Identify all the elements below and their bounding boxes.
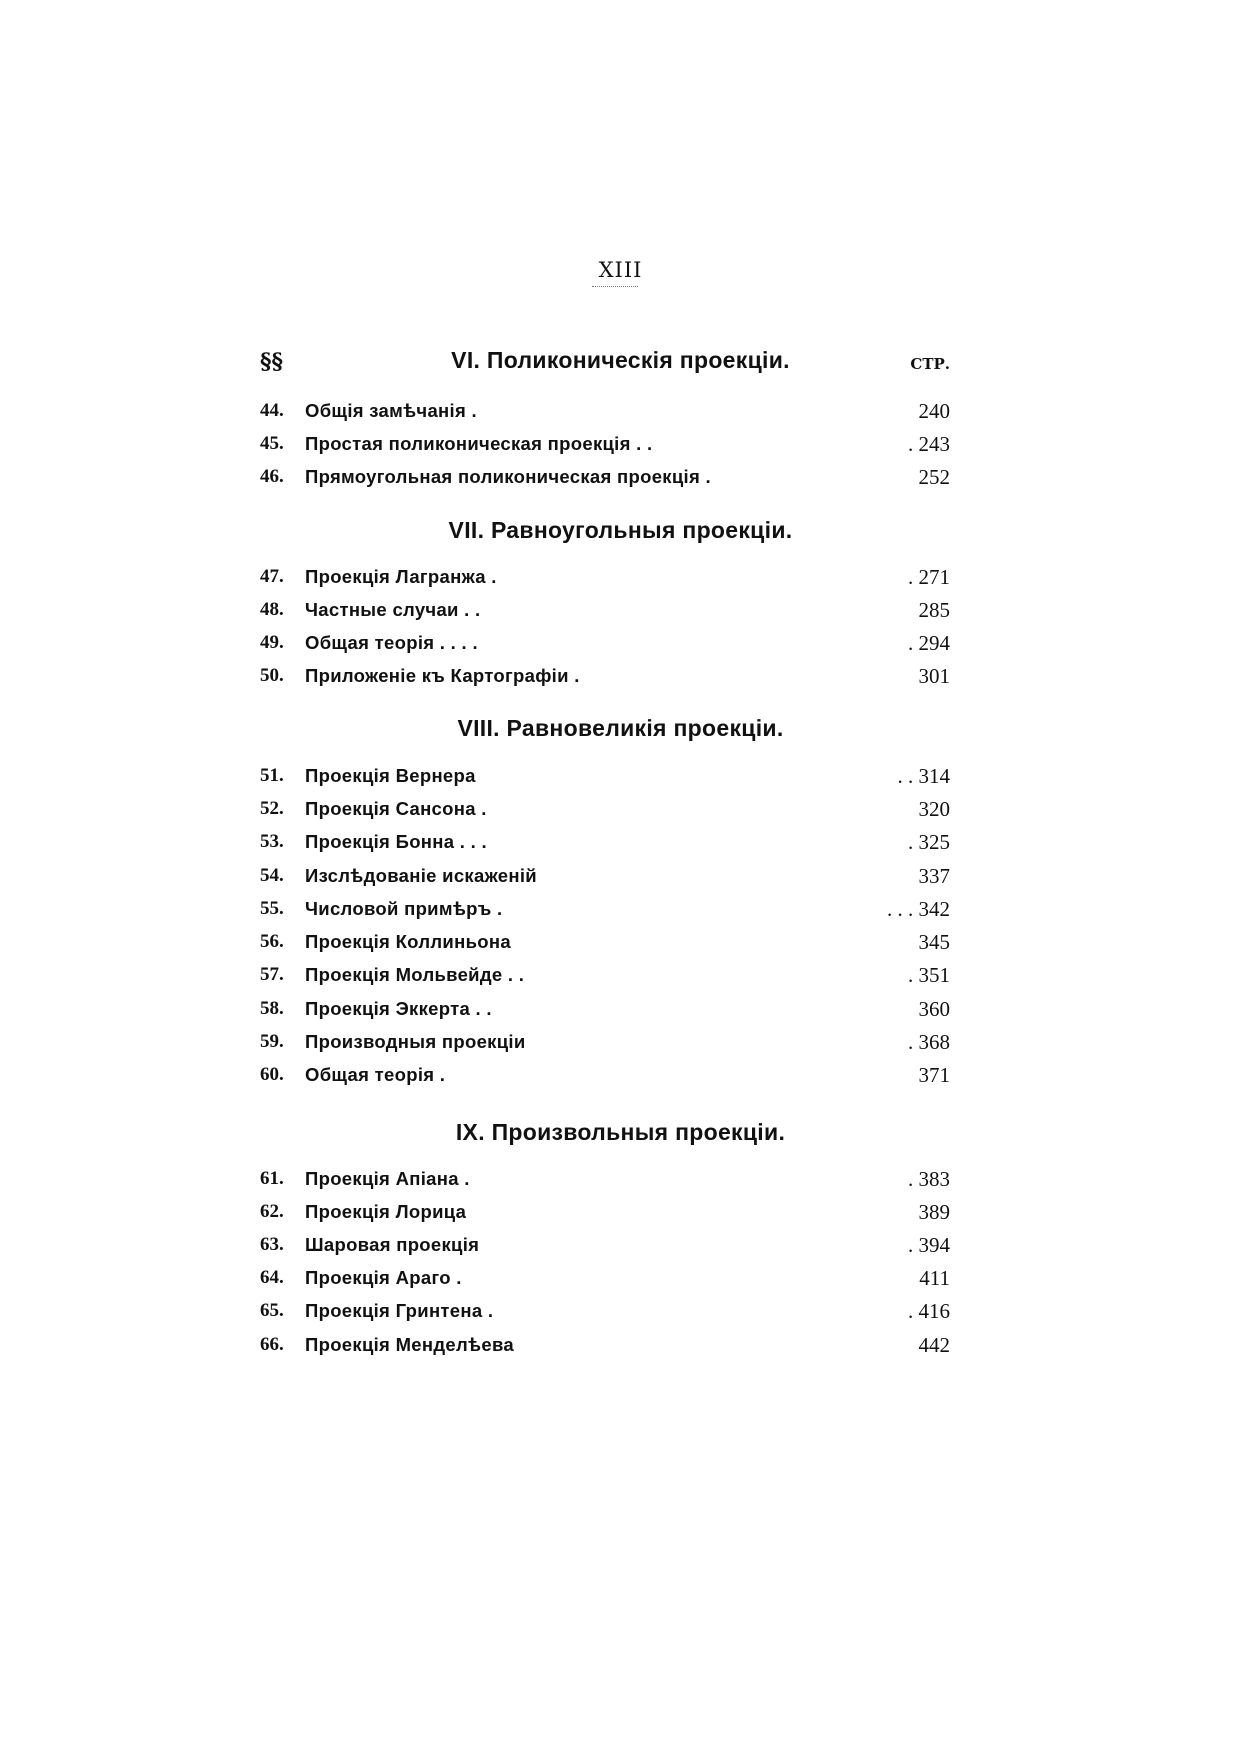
entry-number: 52. — [260, 798, 284, 819]
toc-entry — [260, 661, 950, 691]
toc-entry — [260, 396, 950, 426]
toc-entry — [260, 1197, 950, 1227]
entry-title: Общія замѣчанія . — [305, 400, 477, 421]
entry-number: 56. — [260, 931, 284, 952]
page-column-label: СТР. — [910, 355, 950, 373]
section-title-ix: IX. Произвольныя проекціи. — [455, 1119, 786, 1145]
entry-title: Частные случаи . . — [305, 599, 481, 620]
entry-number: 45. — [260, 433, 284, 454]
entry-page: . . 314 — [897, 764, 950, 788]
toc-entry — [260, 1263, 950, 1293]
toc-entry — [260, 628, 950, 658]
toc-entry — [260, 994, 950, 1024]
entry-page: 411 — [919, 1266, 950, 1290]
entry-number: 62. — [260, 1201, 284, 1222]
entry-title: Проекція Бонна . . . — [305, 831, 487, 852]
entry-number: 44. — [260, 400, 284, 421]
toc-entry — [260, 827, 950, 857]
entry-number: 65. — [260, 1300, 284, 1321]
entry-number: 57. — [260, 964, 284, 985]
toc-entry — [260, 1027, 950, 1057]
entry-number: 49. — [260, 632, 284, 653]
entry-page: . 243 — [908, 432, 950, 456]
entry-title: Прямоугольная поликоническая проекція . — [305, 466, 711, 487]
entry-number: 50. — [260, 665, 284, 686]
entry-number: 59. — [260, 1031, 284, 1052]
entry-title: Числовой примѣръ . — [305, 898, 503, 919]
toc-entry — [260, 960, 950, 990]
entry-title: Производныя проекціи — [305, 1031, 526, 1052]
entry-title: Проекція Эккерта . . — [305, 998, 492, 1019]
entry-page: 285 — [918, 598, 950, 622]
entry-number: 54. — [260, 865, 284, 886]
entry-number: 51. — [260, 765, 284, 786]
entry-page: . 416 — [908, 1299, 950, 1323]
entry-number: 64. — [260, 1267, 284, 1288]
toc-entry — [260, 462, 950, 492]
entry-number: 47. — [260, 566, 284, 587]
entry-title: Общая теорія . — [305, 1064, 446, 1085]
entry-page: 360 — [918, 997, 950, 1021]
entry-title: Проекція Сансона . — [305, 798, 487, 819]
entry-page: . 294 — [908, 631, 950, 655]
entry-title: Проекція Лагранжа . — [305, 566, 497, 587]
entry-title: Проекція Коллиньона — [305, 931, 511, 952]
entry-title: Проекція Араго . — [305, 1267, 462, 1288]
entry-page: . 368 — [908, 1030, 950, 1054]
toc-entry — [260, 861, 950, 891]
entry-page: 337 — [918, 864, 950, 888]
section-sign-label: §§ — [260, 349, 284, 375]
toc-entry — [260, 429, 950, 459]
entry-page: 240 — [918, 399, 950, 423]
entry-title: Проекція Вернера — [305, 765, 476, 786]
entry-page: . 394 — [908, 1233, 950, 1257]
entry-number: 63. — [260, 1234, 284, 1255]
toc-entry — [260, 927, 950, 957]
entry-number: 53. — [260, 831, 284, 852]
entry-title: Простая поликоническая проекція . . — [305, 433, 653, 454]
entry-number: 66. — [260, 1334, 284, 1355]
page-number: XIII — [598, 258, 643, 282]
toc-entry — [260, 562, 950, 592]
toc-entry — [260, 1230, 950, 1260]
entry-title: Проекція Апіана . — [305, 1168, 470, 1189]
entry-number: 58. — [260, 998, 284, 1019]
entry-title: Проекція Менделѣева — [305, 1334, 514, 1355]
section-title-viii: VIII. Равновеликія проекціи. — [457, 715, 784, 741]
entry-page: . . . 342 — [887, 897, 950, 921]
entry-title: Проекція Лорица — [305, 1201, 467, 1222]
entry-number: 60. — [260, 1064, 284, 1085]
entry-page: . 271 — [908, 565, 950, 589]
entry-number: 48. — [260, 599, 284, 620]
entry-page: 301 — [918, 664, 950, 688]
toc-entry — [260, 1330, 950, 1360]
entry-page: 320 — [918, 797, 950, 821]
entry-page: 252 — [918, 465, 950, 489]
page-number-underline — [592, 286, 638, 287]
entry-title: Шаровая проекція — [305, 1234, 480, 1255]
toc-entry — [260, 761, 950, 791]
entry-title: Проекція Мольвейде . . — [305, 964, 525, 985]
section-title-vii: VII. Равноугольныя проекціи. — [448, 517, 793, 543]
entry-page: 389 — [918, 1200, 950, 1224]
entry-page: . 325 — [908, 830, 950, 854]
entry-title: Изслѣдованіе искаженій — [305, 865, 537, 886]
entry-number: 46. — [260, 466, 284, 487]
section-title-vi: VI. Поликоническія проекціи. — [451, 347, 790, 373]
entry-title: Общая теорія . . . . — [305, 632, 478, 653]
entry-title: Приложеніе къ Картографіи . — [305, 665, 580, 686]
entry-number: 61. — [260, 1168, 284, 1189]
toc-entry — [260, 794, 950, 824]
toc-entry — [260, 595, 950, 625]
entry-page: . 351 — [908, 963, 950, 987]
entry-page: 345 — [918, 930, 950, 954]
toc-header-row — [260, 345, 950, 381]
toc-entry — [260, 1164, 950, 1194]
entry-page: 371 — [918, 1063, 950, 1087]
entry-title: Проекція Гринтена . — [305, 1300, 494, 1321]
entry-number: 55. — [260, 898, 284, 919]
toc-entry — [260, 1060, 950, 1090]
toc-entry — [260, 894, 950, 924]
entry-page: . 383 — [908, 1167, 950, 1191]
toc-entry — [260, 1296, 950, 1326]
entry-page: 442 — [918, 1333, 950, 1357]
